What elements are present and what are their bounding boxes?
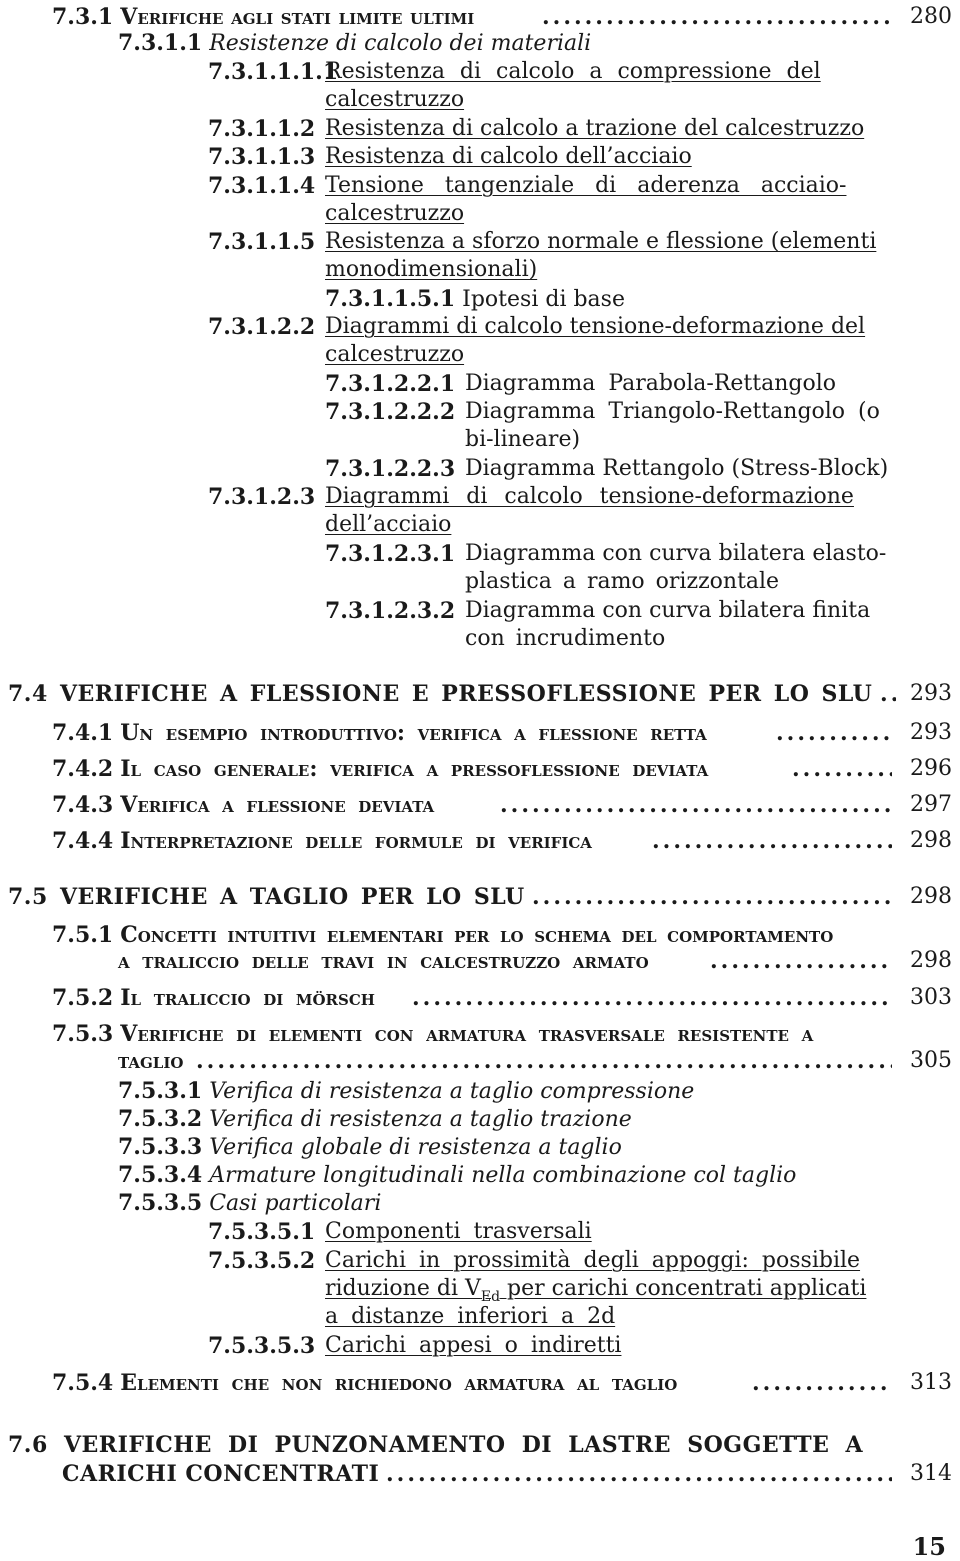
toc-entry-7-6[interactable] <box>8 1432 863 1458</box>
page-ref: 280 <box>910 4 952 29</box>
entry-title: Interpretazione delle formule di verifica <box>120 828 592 854</box>
entry-number: 7.3.1.1.5.1 <box>325 286 456 312</box>
entry-title: Casi particolari <box>209 1191 382 1216</box>
toc-entry-7-3-1-1-5[interactable] <box>208 229 315 255</box>
toc-entry-7-3-1-1-3[interactable] <box>208 144 315 170</box>
toc-entry-7-3-1-2-2[interactable] <box>208 314 315 340</box>
entry-title: Il caso generale: verifica a pressoflessione deviata <box>120 756 709 782</box>
toc-entry-7-3-1-1-2[interactable] <box>208 116 315 142</box>
entry-title-line-2[interactable]: monodimensionali) <box>325 257 538 282</box>
entry-title-line-2: plastica a ramo orizzontale <box>465 569 780 594</box>
entry-title-line-2: taglio <box>118 1048 184 1074</box>
entry-number: 7.3.1.1.5 <box>208 229 316 255</box>
toc-entry-7-5-3-5-2[interactable] <box>208 1248 315 1274</box>
dot-leader <box>196 1048 892 1074</box>
dot-leader <box>386 1461 892 1487</box>
toc-entry-7-4-4[interactable] <box>52 828 592 854</box>
entry-number: 7.3.1.1 <box>118 30 203 56</box>
entry-number: 7.5.3.2 <box>118 1106 203 1132</box>
entry-title: VERIFICHE A TAGLIO PER LO SLU <box>59 884 525 910</box>
entry-title: Elementi che non richiedono armatura al taglio <box>120 1370 678 1396</box>
entry-number: 7.5.3.5.2 <box>208 1248 316 1274</box>
page-ref: 297 <box>910 792 952 817</box>
entry-title: Il traliccio di mörsch <box>120 985 375 1011</box>
entry-number: 7.3.1.2.3 <box>208 484 316 510</box>
toc-entry-7-3-1-1-1[interactable] <box>208 59 338 85</box>
page-ref: 298 <box>910 948 952 973</box>
page-ref: 298 <box>910 828 952 853</box>
dot-leader <box>542 4 892 30</box>
entry-number: 7.5.4 <box>52 1370 114 1396</box>
entry-number: 7.3.1.2.2.2 <box>325 399 456 425</box>
toc-entry-7-5-3-2[interactable] <box>118 1106 632 1132</box>
toc-entry-7-5-2[interactable] <box>52 985 375 1011</box>
entry-number: 7.5.3.5.1 <box>208 1219 316 1245</box>
entry-title: Verifica a flessione deviata <box>120 792 435 818</box>
page-number: 15 <box>912 1532 946 1561</box>
toc-entry-7-4-3[interactable] <box>52 792 434 818</box>
entry-number: 7.3.1.1.1.1 <box>208 59 339 85</box>
toc-entry-7-5-3-3[interactable] <box>118 1134 622 1160</box>
entry-title-line-2: CARICHI CONCENTRATI <box>62 1461 380 1487</box>
toc-entry-7-3-1-2-3-2[interactable] <box>325 598 455 624</box>
entry-number: 7.3.1.2.2.3 <box>325 456 456 482</box>
entry-title-line-1[interactable]: Tensione tangenziale di aderenza acciaio- <box>325 173 847 198</box>
line-2-part-a: riduzione di V <box>325 1276 481 1301</box>
entry-title-line-1: Verifiche di elementi con armatura trasversale resistente a <box>120 1021 814 1047</box>
entry-number: 7.4.4 <box>52 828 114 854</box>
line-2-subscript: Ed <box>480 1289 501 1305</box>
entry-title-line-2[interactable]: calcestruzzo <box>325 342 465 367</box>
entry-number: 7.6 <box>8 1432 48 1458</box>
entry-number: 7.3.1.2.3.1 <box>325 541 456 567</box>
entry-title-line-1: Diagramma Triangolo-Rettangolo (o <box>465 399 880 424</box>
toc-entry-7-3-1-1-5-1[interactable] <box>325 286 625 312</box>
page-ref: 293 <box>910 720 952 745</box>
dot-leader <box>710 948 892 974</box>
page-ref: 298 <box>910 884 952 909</box>
toc-entry-7-5-3-4[interactable] <box>118 1162 796 1188</box>
entry-title-line-2[interactable]: dell’acciaio <box>325 512 452 537</box>
entry-title: Verifica di resistenza a taglio trazione <box>209 1107 632 1132</box>
page-ref: 296 <box>910 756 952 781</box>
entry-title-line-1[interactable]: Diagrammi di calcolo tensione-deformazione del <box>325 314 866 339</box>
entry-title-line-1: Diagramma con curva bilatera finita <box>465 598 871 623</box>
toc-entry-7-4[interactable] <box>8 681 872 707</box>
entry-title-line-2: a traliccio delle travi in calcestruzzo armato <box>118 948 649 974</box>
dot-leader <box>880 681 896 707</box>
dot-leader <box>776 720 892 746</box>
entry-title-line-1: VERIFICHE DI PUNZONAMENTO DI LASTRE SOGGETTE A <box>63 1432 864 1458</box>
page-ref: 314 <box>910 1461 952 1486</box>
entry-title[interactable]: Carichi appesi o indiretti <box>325 1333 622 1358</box>
toc-entry-7-5-4[interactable] <box>52 1370 677 1396</box>
page-ref: 313 <box>910 1370 952 1395</box>
entry-title: Verifiche agli stati limite ultimi <box>120 4 475 30</box>
entry-title: VERIFICHE A FLESSIONE E PRESSOFLESSIONE PER LO SLU <box>59 681 873 707</box>
entry-title: Armature longitudinali nella combinazione col taglio <box>209 1163 797 1188</box>
entry-number: 7.3.1.2.2.1 <box>325 371 456 397</box>
entry-title: Diagramma Rettangolo (Stress-Block) <box>465 456 889 481</box>
line-2-part-b: per carichi concentrati applicati <box>500 1276 867 1301</box>
entry-title[interactable]: Resistenza di calcolo dell’acciaio <box>325 144 692 169</box>
entry-title: Ipotesi di base <box>462 287 625 312</box>
dot-leader <box>752 1370 892 1396</box>
dot-leader <box>412 985 892 1011</box>
toc-entry-7-5-3[interactable] <box>52 1021 813 1047</box>
entry-number: 7.5.3.4 <box>118 1162 203 1188</box>
entry-number: 7.5.3.1 <box>118 1078 203 1104</box>
toc-entry-7-3-1-2-2-1[interactable] <box>325 371 455 397</box>
toc-entry-7-4-2[interactable] <box>52 756 708 782</box>
page-ref: 303 <box>910 985 952 1010</box>
entry-number: 7.5.1 <box>52 922 114 948</box>
entry-number: 7.3.1.1.3 <box>208 144 316 170</box>
dot-leader <box>500 792 892 818</box>
toc-entry-7-3-1-2-2-2[interactable] <box>325 399 455 425</box>
entry-number: 7.3.1.2.2 <box>208 314 316 340</box>
entry-number: 7.3.1 <box>52 4 114 30</box>
entry-title: Verifica di resistenza a taglio compressione <box>209 1079 695 1104</box>
entry-title: Verifica globale di resistenza a taglio <box>209 1135 622 1160</box>
entry-title-line-3[interactable]: a distanze inferiori a 2d <box>325 1304 616 1329</box>
toc-entry-7-3-1-1-4[interactable] <box>208 173 315 199</box>
entry-title-line-1: Concetti intuitivi elementari per lo schema del comportamento <box>120 922 834 948</box>
entry-number: 7.5.2 <box>52 985 114 1011</box>
page-ref: 305 <box>910 1048 952 1073</box>
entry-number: 7.5 <box>8 884 48 910</box>
entry-number: 7.5.3 <box>52 1021 114 1047</box>
entry-title-line-2[interactable]: calcestruzzo <box>325 201 465 226</box>
entry-title-line-2[interactable] <box>325 1276 867 1305</box>
toc-entry-7-3-1[interactable] <box>52 4 474 30</box>
toc-entry-7-3-1-2-3[interactable] <box>208 484 315 510</box>
entry-title-line-1: Diagramma con curva bilatera elasto- <box>465 541 887 566</box>
page-ref: 293 <box>910 681 952 706</box>
entry-number: 7.3.1.2.3.2 <box>325 598 456 624</box>
toc-entry-7-4-1[interactable] <box>52 720 707 746</box>
entry-number: 7.4.1 <box>52 720 114 746</box>
entry-title-line-2[interactable]: calcestruzzo <box>325 87 465 112</box>
entry-title-line-1[interactable]: Resistenza di calcolo a compressione del <box>325 59 821 84</box>
entry-number: 7.5.3.3 <box>118 1134 203 1160</box>
toc-entry-7-3-1-2-3-1[interactable] <box>325 541 455 567</box>
entry-number: 7.4.3 <box>52 792 114 818</box>
entry-title-line-2: bi-lineare) <box>465 427 581 452</box>
toc-entry-7-5-3-5-3[interactable] <box>208 1333 315 1359</box>
toc-entry-7-5-3-5-1[interactable] <box>208 1219 315 1245</box>
entry-title-line-1[interactable]: Resistenza a sforzo normale e flessione (elementi <box>325 229 877 254</box>
entry-title: Diagramma Parabola-Rettangolo <box>465 371 836 396</box>
dot-leader <box>652 828 892 854</box>
entry-title[interactable]: Resistenza di calcolo a trazione del calcestruzzo <box>325 116 865 141</box>
dot-leader <box>532 884 892 910</box>
entry-title: Un esempio introduttivo: verifica a flessione retta <box>120 720 707 746</box>
dot-leader <box>792 756 892 782</box>
entry-title: Resistenze di calcolo dei materiali <box>209 31 592 56</box>
entry-number: 7.5.3.5.3 <box>208 1333 316 1359</box>
entry-title-line-2: con incrudimento <box>465 626 666 651</box>
entry-title-line-1[interactable]: Diagrammi di calcolo tensione-deformazione <box>325 484 854 509</box>
entry-title[interactable]: Componenti trasversali <box>325 1219 592 1244</box>
toc-entry-7-5-3-5[interactable] <box>118 1190 381 1216</box>
entry-number: 7.4.2 <box>52 756 114 782</box>
toc-entry-7-3-1-2-2-3[interactable] <box>325 456 455 482</box>
entry-number: 7.5.3.5 <box>118 1190 203 1216</box>
toc-entry-7-5-3-1[interactable] <box>118 1078 694 1104</box>
toc-entry-7-5[interactable] <box>8 884 525 910</box>
toc-entry-7-3-1-1[interactable] <box>118 30 591 56</box>
entry-number: 7.3.1.1.4 <box>208 173 316 199</box>
entry-number: 7.3.1.1.2 <box>208 116 316 142</box>
entry-title-line-1[interactable]: Carichi in prossimità degli appoggi: possibile <box>325 1248 861 1273</box>
toc-entry-7-5-1[interactable] <box>52 922 833 948</box>
entry-number: 7.4 <box>8 681 48 707</box>
